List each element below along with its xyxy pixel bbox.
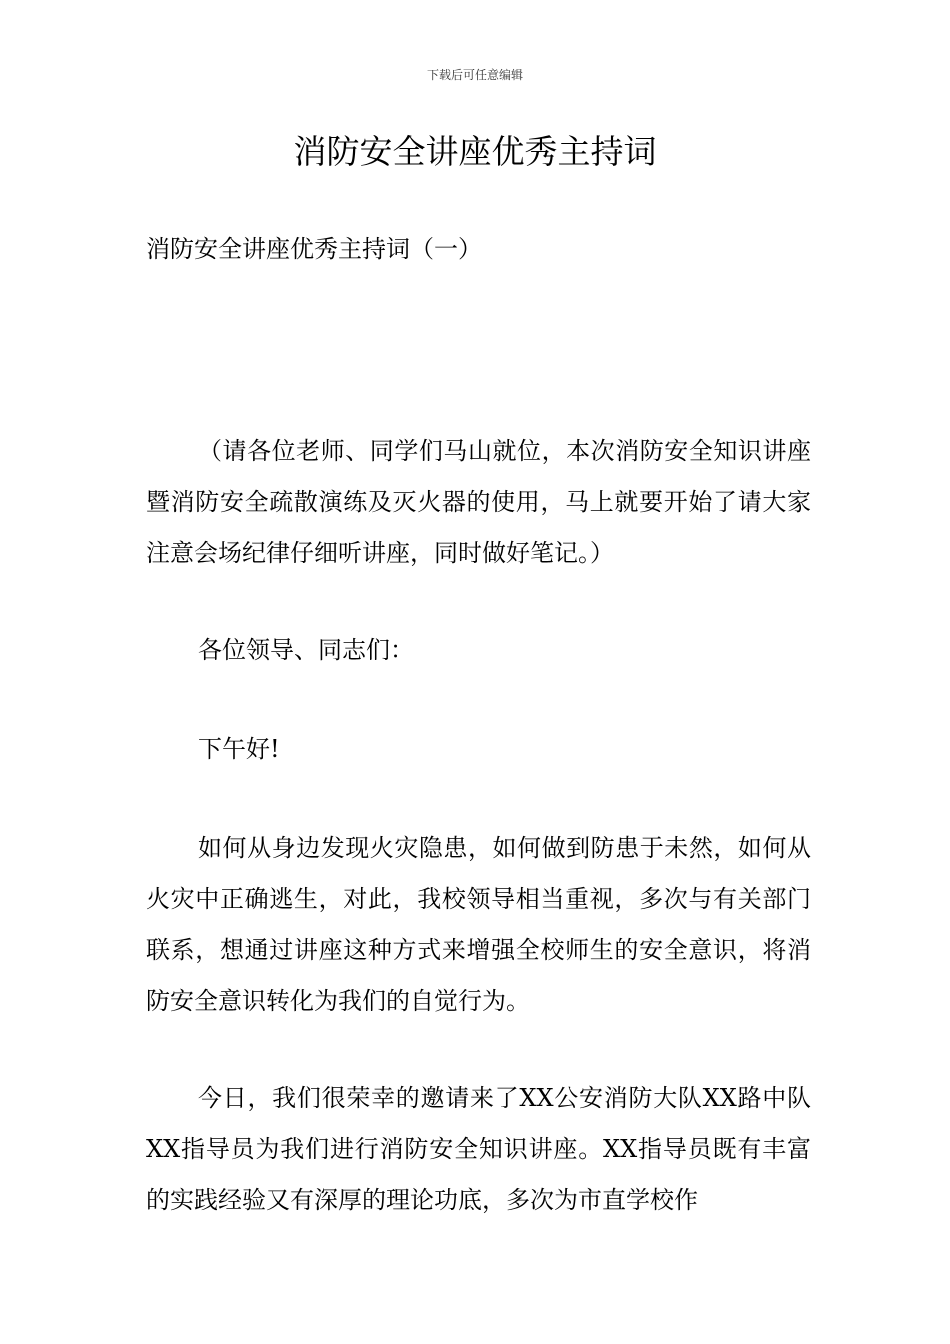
section-subtitle: 消防安全讲座优秀主持词（一） <box>146 235 482 263</box>
paragraph-opening-notice: （请各位老师、同学们马山就位，本次消防安全知识讲座暨消防安全疏散演练及灭火器的使用，马上就要开始了请大家注意会场纪律仔细听讲座，同时做好笔记。） <box>146 437 811 567</box>
document-title: 消防安全讲座优秀主持词 <box>293 132 657 171</box>
paragraph-greeting: 下午好! <box>198 735 280 763</box>
paragraph-purpose: 如何从身边发现火灾隐患，如何做到防患于未然，如何从火灾中正确逃生，对此，我校领导相当重视，多次与有关部门联系，想通过讲座这种方式来增强全校师生的安全意识，将消防安全意识转化为我们的自觉行为。 <box>146 834 811 1015</box>
paragraph-speaker-intro: 今日，我们很荣幸的邀请来了XX公安消防大队XX路中队XX指导员为我们进行消防安全知识讲座。XX指导员既有丰富的实践经验又有深厚的理论功底，多次为市直学校作 <box>146 1084 811 1214</box>
paragraph-greeting-address: 各位领导、同志们： <box>198 636 414 664</box>
header-note: 下载后可任意编辑 <box>426 68 523 82</box>
